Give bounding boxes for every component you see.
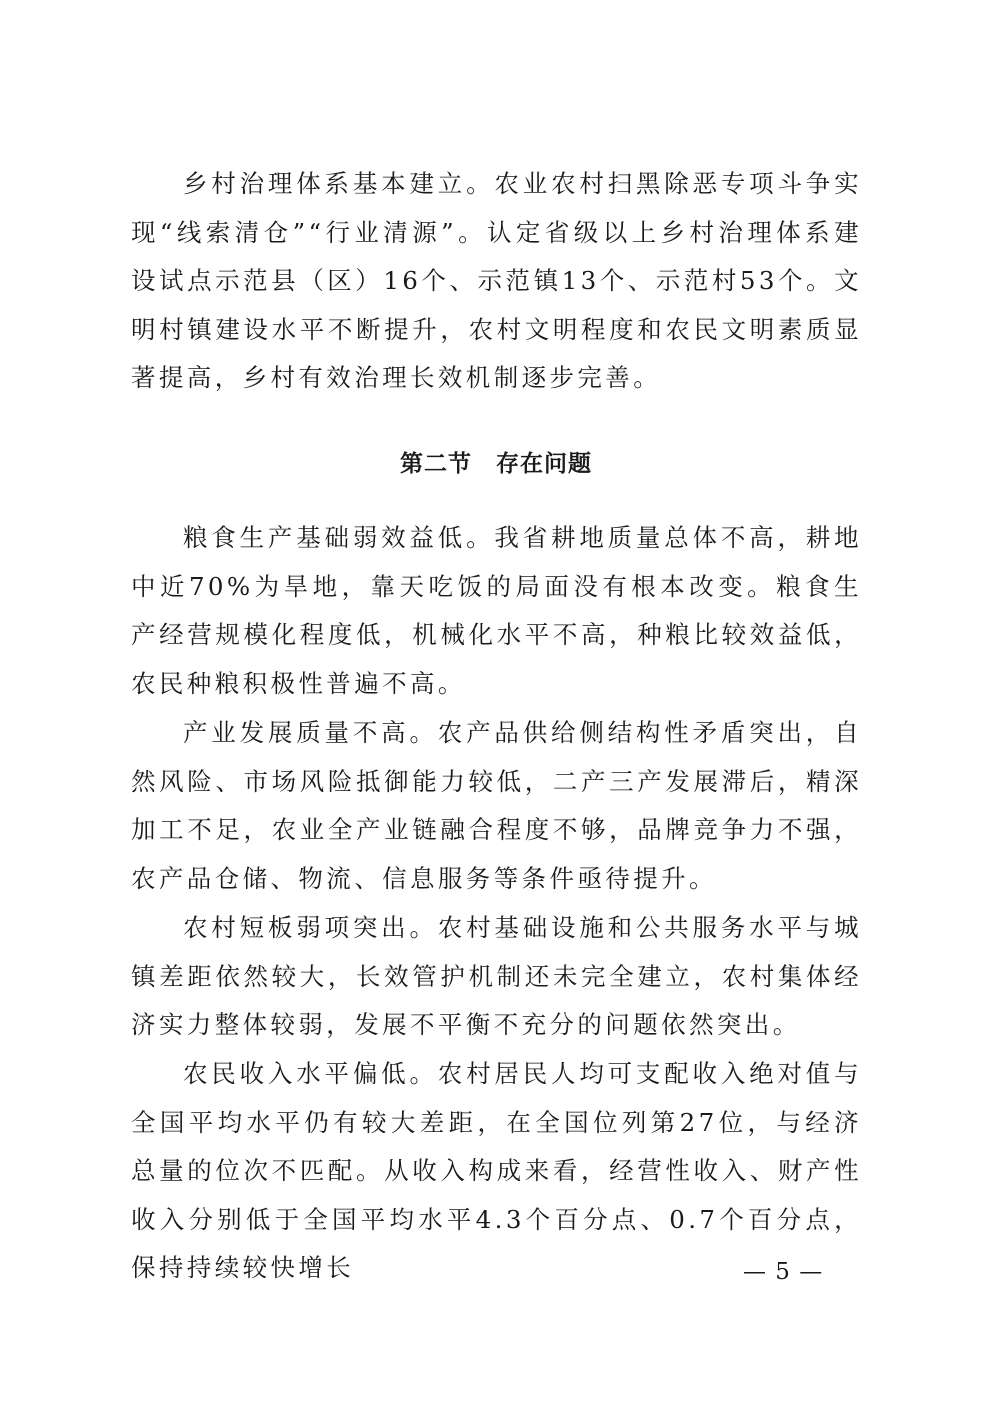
paragraph-industry-development: 产业发展质量不高。农产品供给侧结构性矛盾突出，自然风险、市场风险抵御能力较低，二产三产发展滞后，精深加工不足，农业全产业链融合程度不够，品牌竞争力不强，农产品仓储、物流、信息服务等条件亟待提升。: [131, 718, 862, 893]
paragraph-rural-governance: 乡村治理体系基本建立。农业农村扫黑除恶专项斗争实现“线索清仓”“行业清源”。认定省级以上乡村治理体系建设试点示范县（区）16个、示范镇13个、示范村53个。文明村镇建设水平不断提升，农村文明程度和农民文明素质显著提高，乡村有效治理长效机制逐步完善。: [131, 169, 862, 393]
page-number: — 5 —: [743, 1259, 824, 1285]
paragraph-grain-production: 粮食生产基础弱效益低。我省耕地质量总体不高，耕地中近70%为旱地，靠天吃饭的局面没有根本改变。粮食生产经营规模化程度低，机械化水平不高，种粮比较效益低，农民种粮积极性普遍不高。: [131, 523, 862, 698]
section-heading: 第二节 存在问题: [400, 451, 592, 477]
paragraph-rural-shortboards: 农村短板弱项突出。农村基础设施和公共服务水平与城镇差距依然较大，长效管护机制还未完全建立，农村集体经济实力整体较弱，发展不平衡不充分的问题依然突出。: [131, 913, 862, 1040]
paragraph-farmer-income: 农民收入水平偏低。农村居民人均可支配收入绝对值与全国平均水平仍有较大差距，在全国位列第27位，与经济总量的位次不匹配。从收入构成来看，经营性收入、财产性收入分别低于全国平均水平4.3个百分点、0.7个百分点，保持持续较快增长: [131, 1059, 862, 1283]
